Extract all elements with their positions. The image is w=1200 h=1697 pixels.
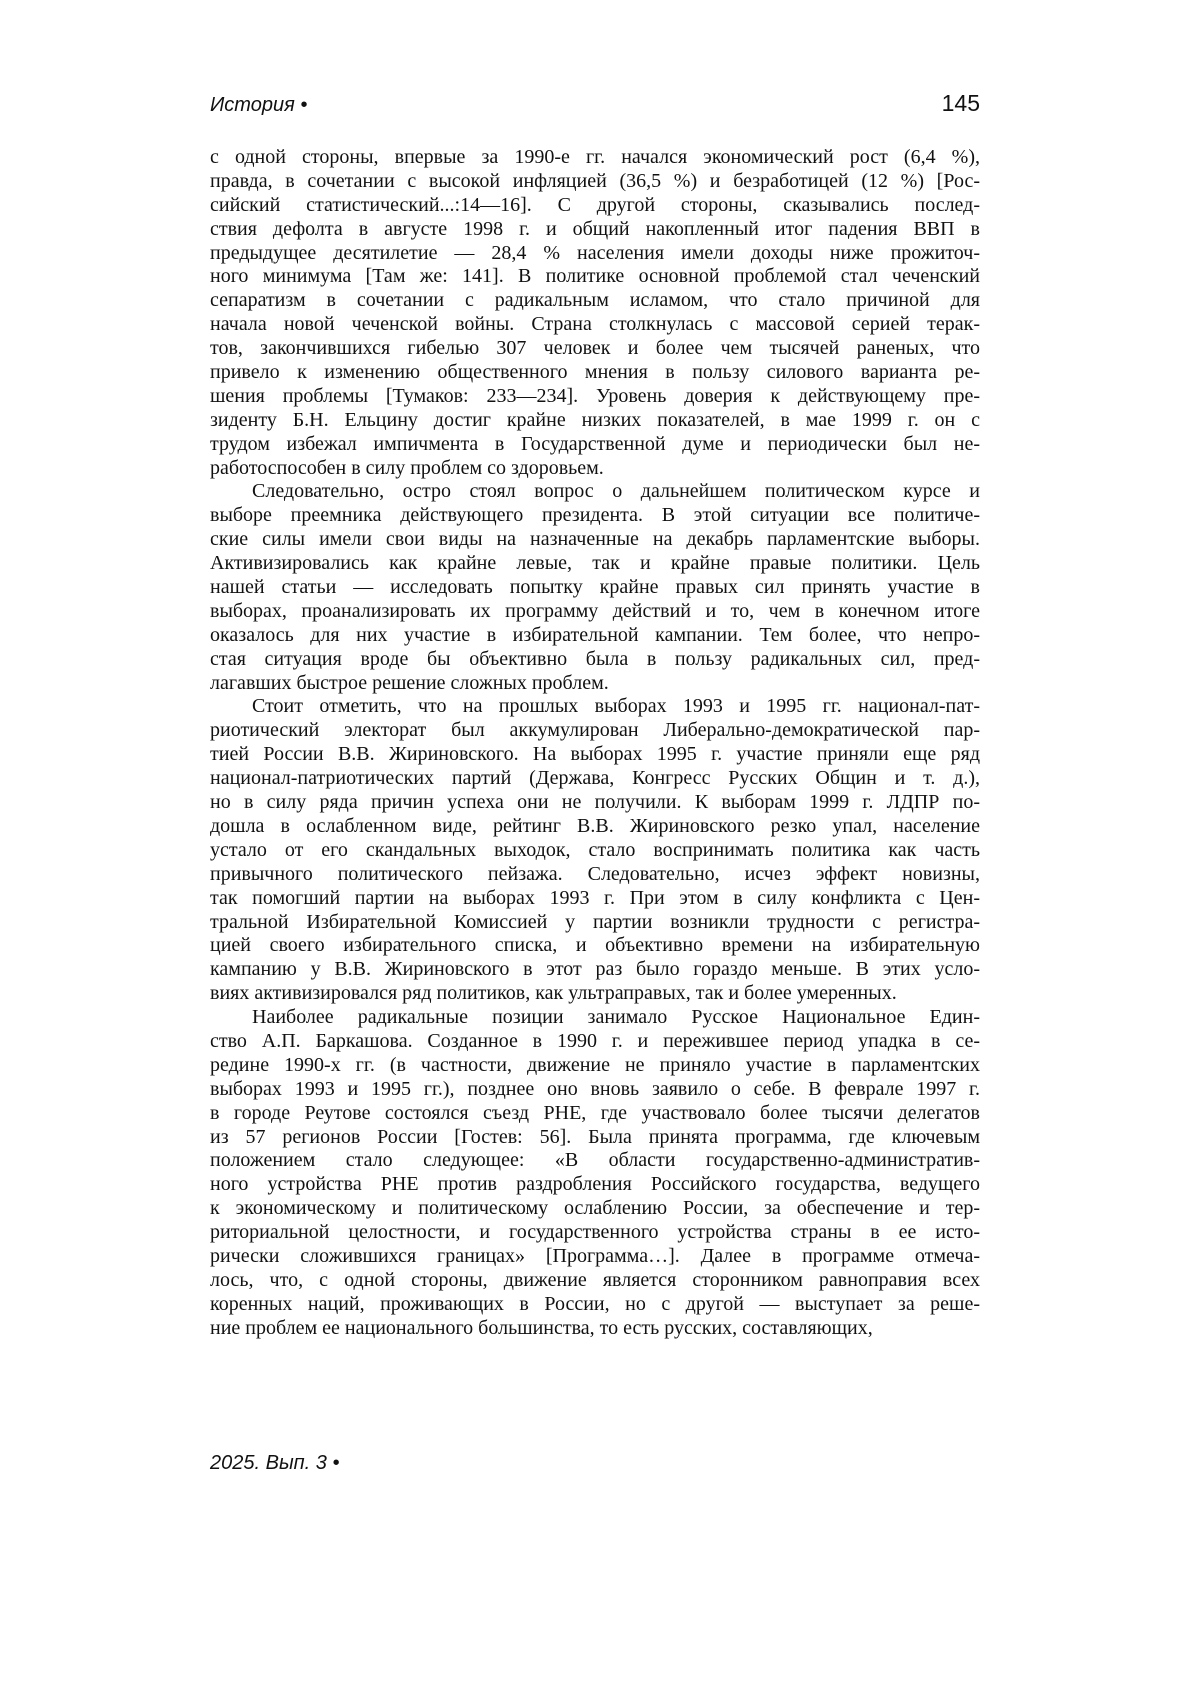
- text-line: национал-патриотических партий (Держава, Конгресс Русских Общин и т. д.),: [210, 767, 980, 790]
- text-line: тов, закончившихся гибелью 307 человек и более чем тысячей раненых, что: [210, 337, 980, 360]
- text-line: устало от его скандальных выходок, стало воспринимать политика как часть: [210, 838, 980, 861]
- text-line: выборе преемника действующего президента. В этой ситуации все политиче-: [210, 504, 980, 527]
- text-line: нашей статьи — исследовать попытку крайне правых сил принять участие в: [210, 576, 980, 599]
- paragraph: [210, 695, 980, 1006]
- text-line: рически сложившихся границах» [Программа…]. Далее в программе отмеча-: [210, 1244, 980, 1267]
- text-line: ного минимума [Там же: 141]. В политике основной проблемой стал чеченский: [210, 265, 980, 288]
- running-header: [210, 90, 980, 117]
- paragraph: [210, 1006, 980, 1340]
- text-line: трудом избежал импичмента в Государственной думе и периодически был не-: [210, 432, 980, 455]
- text-line: кампанию у В.В. Жириновского в этот раз было гораздо меньше. В этих усло-: [210, 958, 980, 981]
- text-line: оказалось для них участие в избирательной кампании. Тем более, что непро-: [210, 623, 980, 646]
- text-line: правда, в сочетании с высокой инфляцией (36,5 %) и безработицей (12 %) [Рос-: [210, 169, 980, 192]
- text-line: выборах, проанализировать их программу действий и то, чем в конечном итоге: [210, 599, 980, 622]
- text-line: риотический электорат был аккумулирован Либерально-демократической пар-: [210, 719, 980, 742]
- footer-issue-label: 2025. Вып. 3 •: [210, 1452, 340, 1474]
- running-title: История •: [210, 94, 308, 116]
- text-line: редине 1990-х гг. (в частности, движение не приняло участие в парламентских: [210, 1053, 980, 1076]
- text-line: из 57 регионов России [Гостев: 56]. Была принята программа, где ключевым: [210, 1125, 980, 1148]
- text-line: ного устройства РНЕ против раздробления Российского государства, ведущего: [210, 1173, 980, 1196]
- text-line: дошла в ослабленном виде, рейтинг В.В. Жириновского резко упал, население: [210, 814, 980, 837]
- text-line: цией своего избирательного списка, и объективно времени на избирательную: [210, 934, 980, 957]
- text-line: ние проблем ее национального большинства, то есть русских, составляющих,: [210, 1316, 873, 1339]
- text-line: начала новой чеченской войны. Страна столкнулась с массовой серией терак-: [210, 313, 980, 336]
- text-line: ствия дефолта в августе 1998 г. и общий накопленный итог падения ВВП в: [210, 217, 980, 240]
- text-line: с одной стороны, впервые за 1990-е гг. начался экономический рост (6,4 %),: [210, 146, 980, 168]
- text-line: привело к изменению общественного мнения в пользу силового варианта ре-: [210, 361, 980, 384]
- text-line: Следовательно, остро стоял вопрос о дальнейшем политическом курсе и: [252, 480, 980, 503]
- text-line: Стоит отметить, что на прошлых выборах 1993 и 1995 гг. национал-пат-: [252, 695, 980, 718]
- paragraph: [210, 480, 980, 695]
- paragraph: [210, 146, 980, 480]
- text-line: риториальной целостности, и государственного устройства страны в ее исто-: [210, 1221, 980, 1244]
- text-line: виях активизировался ряд политиков, как ультраправых, так и более умеренных.: [210, 982, 897, 1005]
- text-line: стая ситуация вроде бы объективно была в пользу радикальных сил, пред-: [210, 647, 980, 670]
- text-line: Активизировались как крайне левые, так и крайне правые политики. Цель: [210, 552, 980, 575]
- page-number: 145: [941, 90, 980, 116]
- text-line: ство А.П. Баркашова. Созданное в 1990 г. и пережившее период упадка в се-: [210, 1029, 980, 1052]
- text-line: работоспособен в силу проблем со здоровьем.: [210, 456, 604, 479]
- text-line: коренных наций, проживающих в России, но с другой — выступает за реше-: [210, 1292, 980, 1315]
- text-line: шения проблемы [Тумаков: 233—234]. Уровень доверия к действующему пре-: [210, 384, 980, 407]
- text-line: положением стало следующее: «В области государственно-административ-: [210, 1149, 980, 1172]
- text-line: Наиболее радикальные позиции занимало Русское Национальное Един-: [252, 1006, 980, 1029]
- text-line: к экономическому и политическому ослаблению России, за обеспечение и тер-: [210, 1197, 980, 1220]
- text-line: так помогший партии на выборах 1993 г. При этом в силу конфликта с Цен-: [210, 886, 980, 909]
- text-line: зиденту Б.Н. Ельцину достиг крайне низких показателей, в мае 1999 г. он с: [210, 408, 980, 431]
- text-line: лагавших быстрое решение сложных проблем.: [210, 671, 609, 694]
- text-line: лось, что, с одной стороны, движение является сторонником равноправия всех: [210, 1268, 980, 1291]
- article-body: [210, 146, 980, 1341]
- text-line: привычного политического пейзажа. Следовательно, исчез эффект новизны,: [210, 862, 980, 885]
- text-line: тральной Избирательной Комиссией у партии возникли трудности с регистра-: [210, 910, 980, 933]
- text-line: но в силу ряда причин успеха они не получили. К выборам 1999 г. ЛДПР по-: [210, 791, 980, 814]
- text-line: выборах 1993 и 1995 гг.), позднее оно вновь заявило о себе. В феврале 1997 г.: [210, 1077, 980, 1100]
- text-line: тией России В.В. Жириновского. На выборах 1995 г. участие приняли еще ряд: [210, 743, 980, 766]
- text-line: в городе Реутове состоялся съезд РНЕ, где участвовало более тысячи делегатов: [210, 1101, 980, 1124]
- text-line: предыдущее десятилетие — 28,4 % населения имели доходы ниже прожиточ-: [210, 241, 980, 264]
- text-line: сепаратизм в сочетании с радикальным исламом, что стало причиной для: [210, 289, 980, 312]
- text-line: сийский статистический...:14—16]. С другой стороны, сказывались послед-: [210, 193, 980, 216]
- text-line: ские силы имели свои виды на назначенные на декабрь парламентские выборы.: [210, 528, 980, 551]
